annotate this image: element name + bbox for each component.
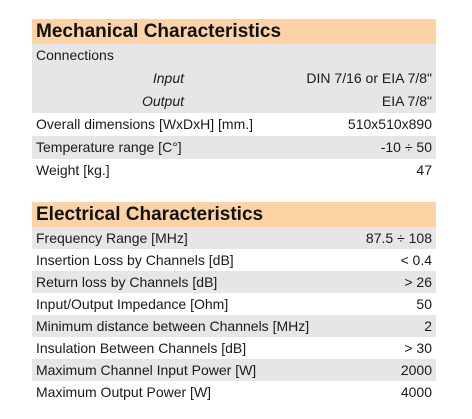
input-row [32,67,436,90]
temperature-range-row [32,136,436,159]
max-output-power-label: Maximum Output Power [W] [36,384,212,400]
mechanical-characteristics-header: Mechanical Characteristics [32,19,436,44]
connections-label: Connections [36,47,114,63]
connections-row [32,44,436,67]
output-value: EIA 7/8" [381,93,432,109]
frequency-range-value: 87.5 ÷ 108 [365,230,432,246]
insulation-value: > 30 [404,340,432,356]
impedance-row [32,293,436,315]
output-label: Output [141,93,184,109]
insulation-row [32,337,436,359]
impedance-value: 50 [416,296,432,312]
weight-label: Weight [kg.] [36,162,110,178]
insertion-loss-label: Insertion Loss by Channels [dB] [36,252,234,268]
impedance-label: Input/Output Impedance [Ohm] [36,296,229,312]
return-loss-row [32,271,436,293]
weight-row [32,159,436,182]
overall-dimensions-row [32,113,436,136]
spec-sheet [32,19,436,403]
insertion-loss-row [32,249,436,271]
insertion-loss-value: < 0.4 [400,252,432,268]
minimum-distance-row [32,315,436,337]
electrical-characteristics-header: Electrical Characteristics [32,202,436,227]
insulation-label: Insulation Between Channels [dB] [36,340,247,356]
section-spacer [32,182,436,202]
frequency-range-row [32,227,436,249]
return-loss-label: Return loss by Channels [dB] [36,274,218,290]
output-row [32,90,436,113]
input-value: DIN 7/16 or EIA 7/8" [306,70,432,86]
max-output-power-row [32,381,436,403]
max-output-power-value: 4000 [400,384,432,400]
max-channel-input-power-value: 2000 [400,362,432,378]
max-channel-input-power-row [32,359,436,381]
minimum-distance-value: 2 [424,318,432,334]
weight-value: 47 [416,162,432,178]
frequency-range-label: Frequency Range [MHz] [36,230,188,246]
temperature-range-value: -10 ÷ 50 [380,139,432,155]
max-channel-input-power-label: Maximum Channel Input Power [W] [36,362,257,378]
minimum-distance-label: Minimum distance between Channels [MHz] [36,318,310,334]
overall-dimensions-value: 510x510x890 [347,116,432,132]
input-label: Input [152,70,184,86]
return-loss-value: > 26 [404,274,432,290]
overall-dimensions-label: Overall dimensions [WxDxH] [mm.] [36,116,254,132]
temperature-range-label: Temperature range [C°] [36,139,182,155]
